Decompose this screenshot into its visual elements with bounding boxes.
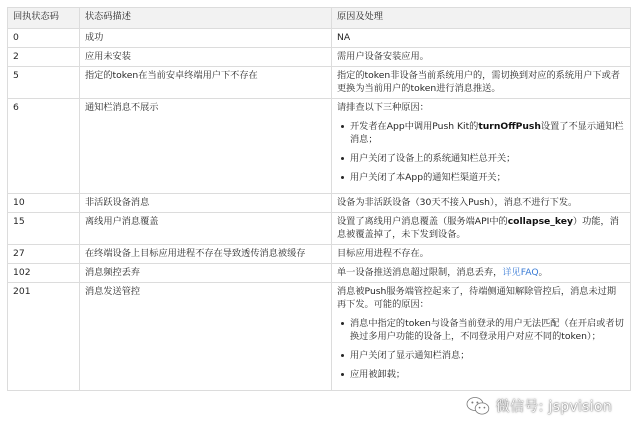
cell-reason [332,213,631,245]
faq-link[interactable]: 详见FAQ [502,267,539,278]
reason-item: 应用被卸载； [350,368,625,381]
reason-text: 。 [538,267,548,278]
reason-text: 设置了离线用户消息覆盖（服务端API中的 [337,216,508,227]
reason-list [337,120,625,184]
cell-reason: NA [332,29,631,48]
cell-code: 0 [8,29,80,48]
cell-reason: 目标应用进程不存在。 [332,245,631,264]
table-header-row [8,8,631,29]
cell-description: 离线用户消息覆盖 [80,213,332,245]
cell-code: 15 [8,213,80,245]
table-row [8,194,631,213]
reason-item: 消息中指定的token与设备当前登录的用户无法匹配（在开启或者切换过多用户功能的设备上，不同登录用户对应不同的token）； [350,318,624,342]
reason-intro: 消息被Push服务端管控起来了，待端侧通知解除管控后，消息未过期再下发。可能的原因： [337,286,617,310]
cell-description: 非活跃设备消息 [80,194,332,213]
table-row [8,245,631,264]
reason-item: 用户关闭了本App的通知栏渠道开关； [350,171,625,184]
table-row [8,29,631,48]
table-row [8,67,631,99]
cell-description: 指定的token在当前安卓终端用户下不存在 [80,67,332,99]
reason-text: 单一设备推送消息超过限制，消息丢弃， [337,267,503,278]
cell-reason: 设备为非活跃设备（30天不接入Push），消息不进行下发。 [332,194,631,213]
cell-code: 6 [8,99,80,194]
cell-code: 27 [8,245,80,264]
api-param-name: collapse_key [507,216,573,227]
reason-item [350,120,625,146]
table-row [8,213,631,245]
watermark-text: 微信号: jspvision [495,399,612,415]
cell-description: 成功 [80,29,332,48]
cell-reason [332,264,631,283]
cell-description: 在终端设备上目标应用进程不存在导致透传消息被缓存 [80,245,332,264]
cell-code: 5 [8,67,80,99]
cell-code: 102 [8,264,80,283]
status-code-table [7,7,631,391]
reason-text: 设置了不显示通知栏消息； [350,121,624,145]
header-code: 回执状态码 [8,8,80,29]
cell-description: 通知栏消息不展示 [80,99,332,194]
reason-item: 用户关闭了设备上的系统通知栏总开关； [350,152,625,165]
reason-text: ）功能，消息被覆盖掉了，未下发到设备。 [337,216,619,240]
cell-description: 消息频控丢弃 [80,264,332,283]
wechat-icon [466,396,490,416]
reason-text: 开发者在App中调用Push Kit的 [350,121,479,132]
api-name: turnOffPush [478,121,541,132]
cell-code: 10 [8,194,80,213]
cell-code: 2 [8,48,80,67]
table-row [8,283,631,391]
cell-description: 应用未安装 [80,48,332,67]
reason-intro: 请排查以下三种原因： [337,102,429,113]
header-description: 状态码描述 [80,8,332,29]
header-reason: 原因及处理 [332,8,631,29]
reason-list [337,317,625,381]
watermark [466,396,612,416]
table-row [8,99,631,194]
table-row [8,264,631,283]
table-row [8,48,631,67]
cell-reason [332,99,631,194]
cell-reason [332,283,631,391]
cell-code: 201 [8,283,80,391]
cell-reason: 需用户设备安装应用。 [332,48,631,67]
reason-item: 用户关闭了显示通知栏消息； [350,349,625,362]
cell-reason: 指定的token非设备当前系统用户的，需切换到对应的系统用户下或者更换为当前用户的token进行消息推送。 [332,67,631,99]
cell-description: 消息发送管控 [80,283,332,391]
